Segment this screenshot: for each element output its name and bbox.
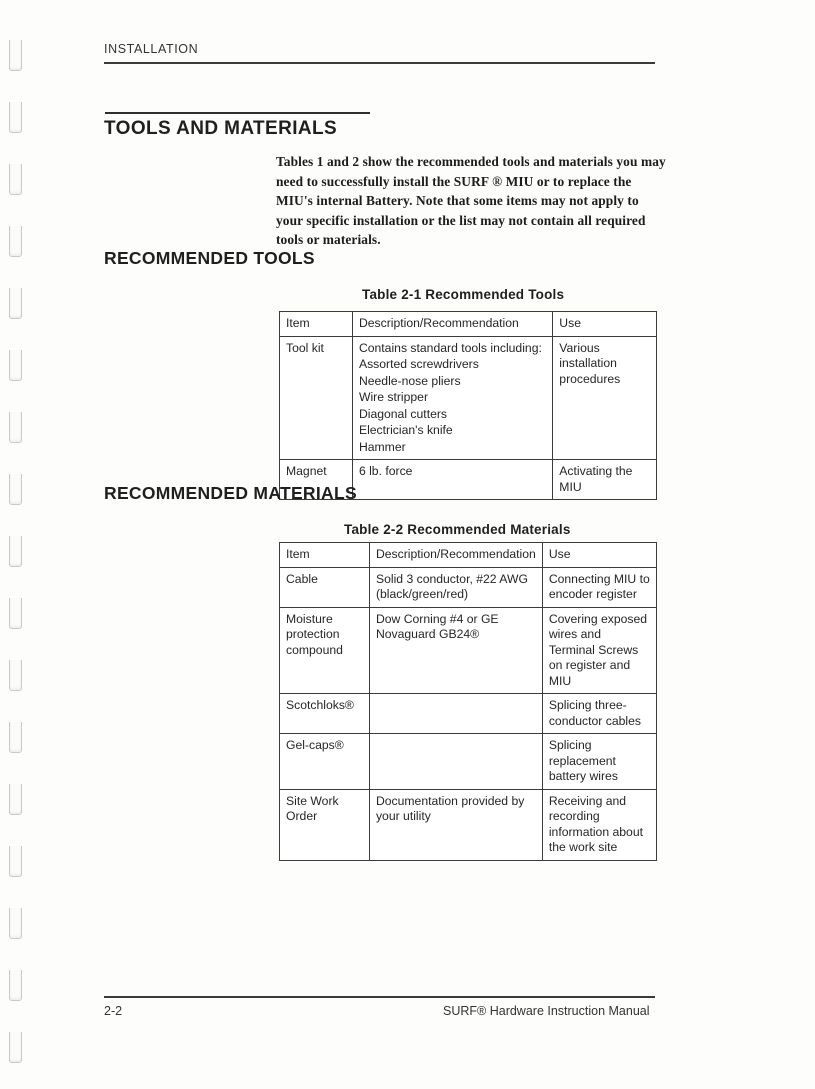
list-item: Wire stripper [358,390,429,404]
column-header-item: Item [280,312,353,337]
column-header-description: Description/Recommendation [369,543,542,568]
cell-use: Splicing three-conductor cables [542,694,656,734]
footer-divider [104,996,655,998]
section-title-underline [105,112,370,114]
cell-use: Receiving and recording information about the work site [542,789,656,860]
cell-description: Solid 3 conductor, #22 AWG (black/green/red) [369,567,542,607]
cell-item: Magnet [280,460,353,500]
description-intro: Contains standard tools including: [358,340,542,355]
footer-document-title: SURF® Hardware Instruction Manual [443,1004,650,1018]
cell-use: Connecting MIU to encoder register [542,567,656,607]
header-divider [104,62,655,64]
table-caption-tools: Table 2-1 Recommended Tools [362,287,565,302]
column-header-use: Use [542,543,656,568]
table-recommended-tools [279,311,657,500]
cell-use: Activating the MIU [553,460,657,500]
list-item: Hammer [358,439,406,454]
table-header-row [280,543,657,568]
cell-item: Scotchloks® [280,694,370,734]
column-header-item: Item [280,543,370,568]
cell-use: Various installation procedures [553,336,657,460]
cell-description [369,734,542,790]
cell-description [352,336,552,460]
list-item: Electrician's knife [358,423,453,437]
table-row [280,694,657,734]
intro-paragraph: Tables 1 and 2 show the recommended tools and materials you may need to successfully install the SURF ® MIU or to replace the MIU's internal Battery. Note that some items may not apply to your specific installation or the list may not contain all required tools or materials. [276,154,666,247]
cell-description: 6 lb. force [352,460,552,500]
page-header-label: INSTALLATION [104,42,199,56]
cell-use: Splicing replacement battery wires [542,734,656,790]
cell-item: Cable [280,567,370,607]
table-header-row [280,312,657,337]
table-row [280,567,657,607]
page-title: TOOLS AND MATERIALS [104,118,338,139]
cell-item: Gel-caps® [280,734,370,790]
list-item: Diagonal cutters [358,406,448,421]
footer-page-number: 2-2 [104,1004,123,1018]
cell-description: Documentation provided by your utility [369,789,542,860]
cell-use: Covering exposed wires and Terminal Screws on register and MIU [542,607,656,694]
table-row [280,789,657,860]
table-row [280,734,657,790]
table-row [280,336,657,460]
cell-item: Moisture protection compound [280,607,370,694]
table-recommended-materials [279,542,657,861]
table-caption-materials: Table 2-2 Recommended Materials [344,522,571,537]
column-header-description: Description/Recommendation [352,312,552,337]
cell-description [369,694,542,734]
list-item: Assorted screwdrivers [358,357,479,371]
table-row [280,607,657,694]
tool-kit-contents-list [359,356,546,455]
heading-recommended-tools: RECOMMENDED TOOLS [104,248,315,268]
cell-item: Site Work Order [280,789,370,860]
column-header-use: Use [553,312,657,337]
cell-description: Dow Corning #4 or GE Novaguard GB24® [369,607,542,694]
heading-recommended-materials: RECOMMENDED MATERIALS [104,483,357,503]
list-item: Needle-nose pliers [358,373,461,388]
cell-item: Tool kit [280,336,353,460]
